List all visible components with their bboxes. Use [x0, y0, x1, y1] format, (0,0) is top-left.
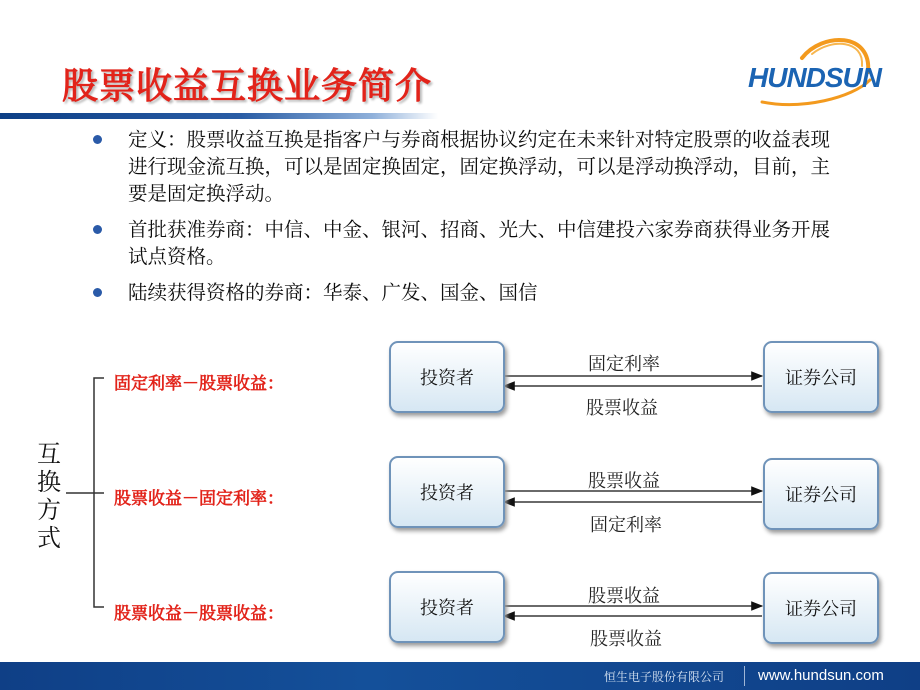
row-label-equity-equity: 股票收益－股票收益： — [114, 604, 284, 624]
bottom-arrow-label: 股票收益 — [586, 398, 658, 419]
footer-url: www.hundsun.com — [758, 667, 884, 684]
slide-title: 股票收益互换业务简介 — [62, 66, 433, 107]
bracket-line — [94, 378, 104, 607]
bullet-dot-icon — [93, 135, 102, 144]
footer-divider — [744, 666, 745, 686]
bottom-arrow-label: 固定利率 — [590, 515, 662, 536]
row-label-equity-fixed: 股票收益－固定利率： — [114, 489, 284, 509]
top-arrow-label: 股票收益 — [588, 471, 660, 492]
bullet-item-definition — [90, 126, 830, 207]
bullet-item-first-brokers — [90, 216, 830, 270]
bottom-arrow-label: 股票收益 — [590, 629, 662, 650]
bullet-text: 定义：股票收益互换是指客户与券商根据协议约定在未来针对特定股票的收益表现进行现金流互换，可以是固定换固定，固定换浮动，可以是浮动换浮动，目前，主要是固定换浮动。 — [128, 128, 831, 205]
bullet-dot-icon — [93, 225, 102, 234]
top-arrow-label: 股票收益 — [588, 586, 660, 607]
top-arrow-label: 固定利率 — [588, 354, 660, 375]
investor-box: 投资者 — [389, 571, 505, 643]
investor-box: 投资者 — [389, 456, 505, 528]
footer-bar — [0, 662, 920, 690]
investor-box: 投资者 — [389, 341, 505, 413]
bullet-text: 首批获准券商：中信、中金、银河、招商、光大、中信建投六家券商获得业务开展试点资格。 — [128, 218, 831, 268]
bullet-item-later-brokers — [90, 279, 830, 306]
bullet-list — [90, 126, 830, 315]
footer-company-name: 恒生电子股份有限公司 — [604, 670, 725, 684]
logo-text: HUNDSUN — [748, 62, 881, 93]
securities-company-box: 证券公司 — [763, 458, 879, 530]
securities-company-box: 证券公司 — [763, 341, 879, 413]
title-underline — [0, 113, 438, 119]
swap-mode-label: 互换方式 — [37, 440, 61, 552]
row-label-fixed-equity: 固定利率－股票收益： — [114, 374, 284, 394]
hundsun-logo — [742, 32, 882, 112]
bullet-text: 陆续获得资格的券商：华泰、广发、国金、国信 — [128, 281, 538, 304]
securities-company-box: 证券公司 — [763, 572, 879, 644]
bullet-dot-icon — [93, 288, 102, 297]
